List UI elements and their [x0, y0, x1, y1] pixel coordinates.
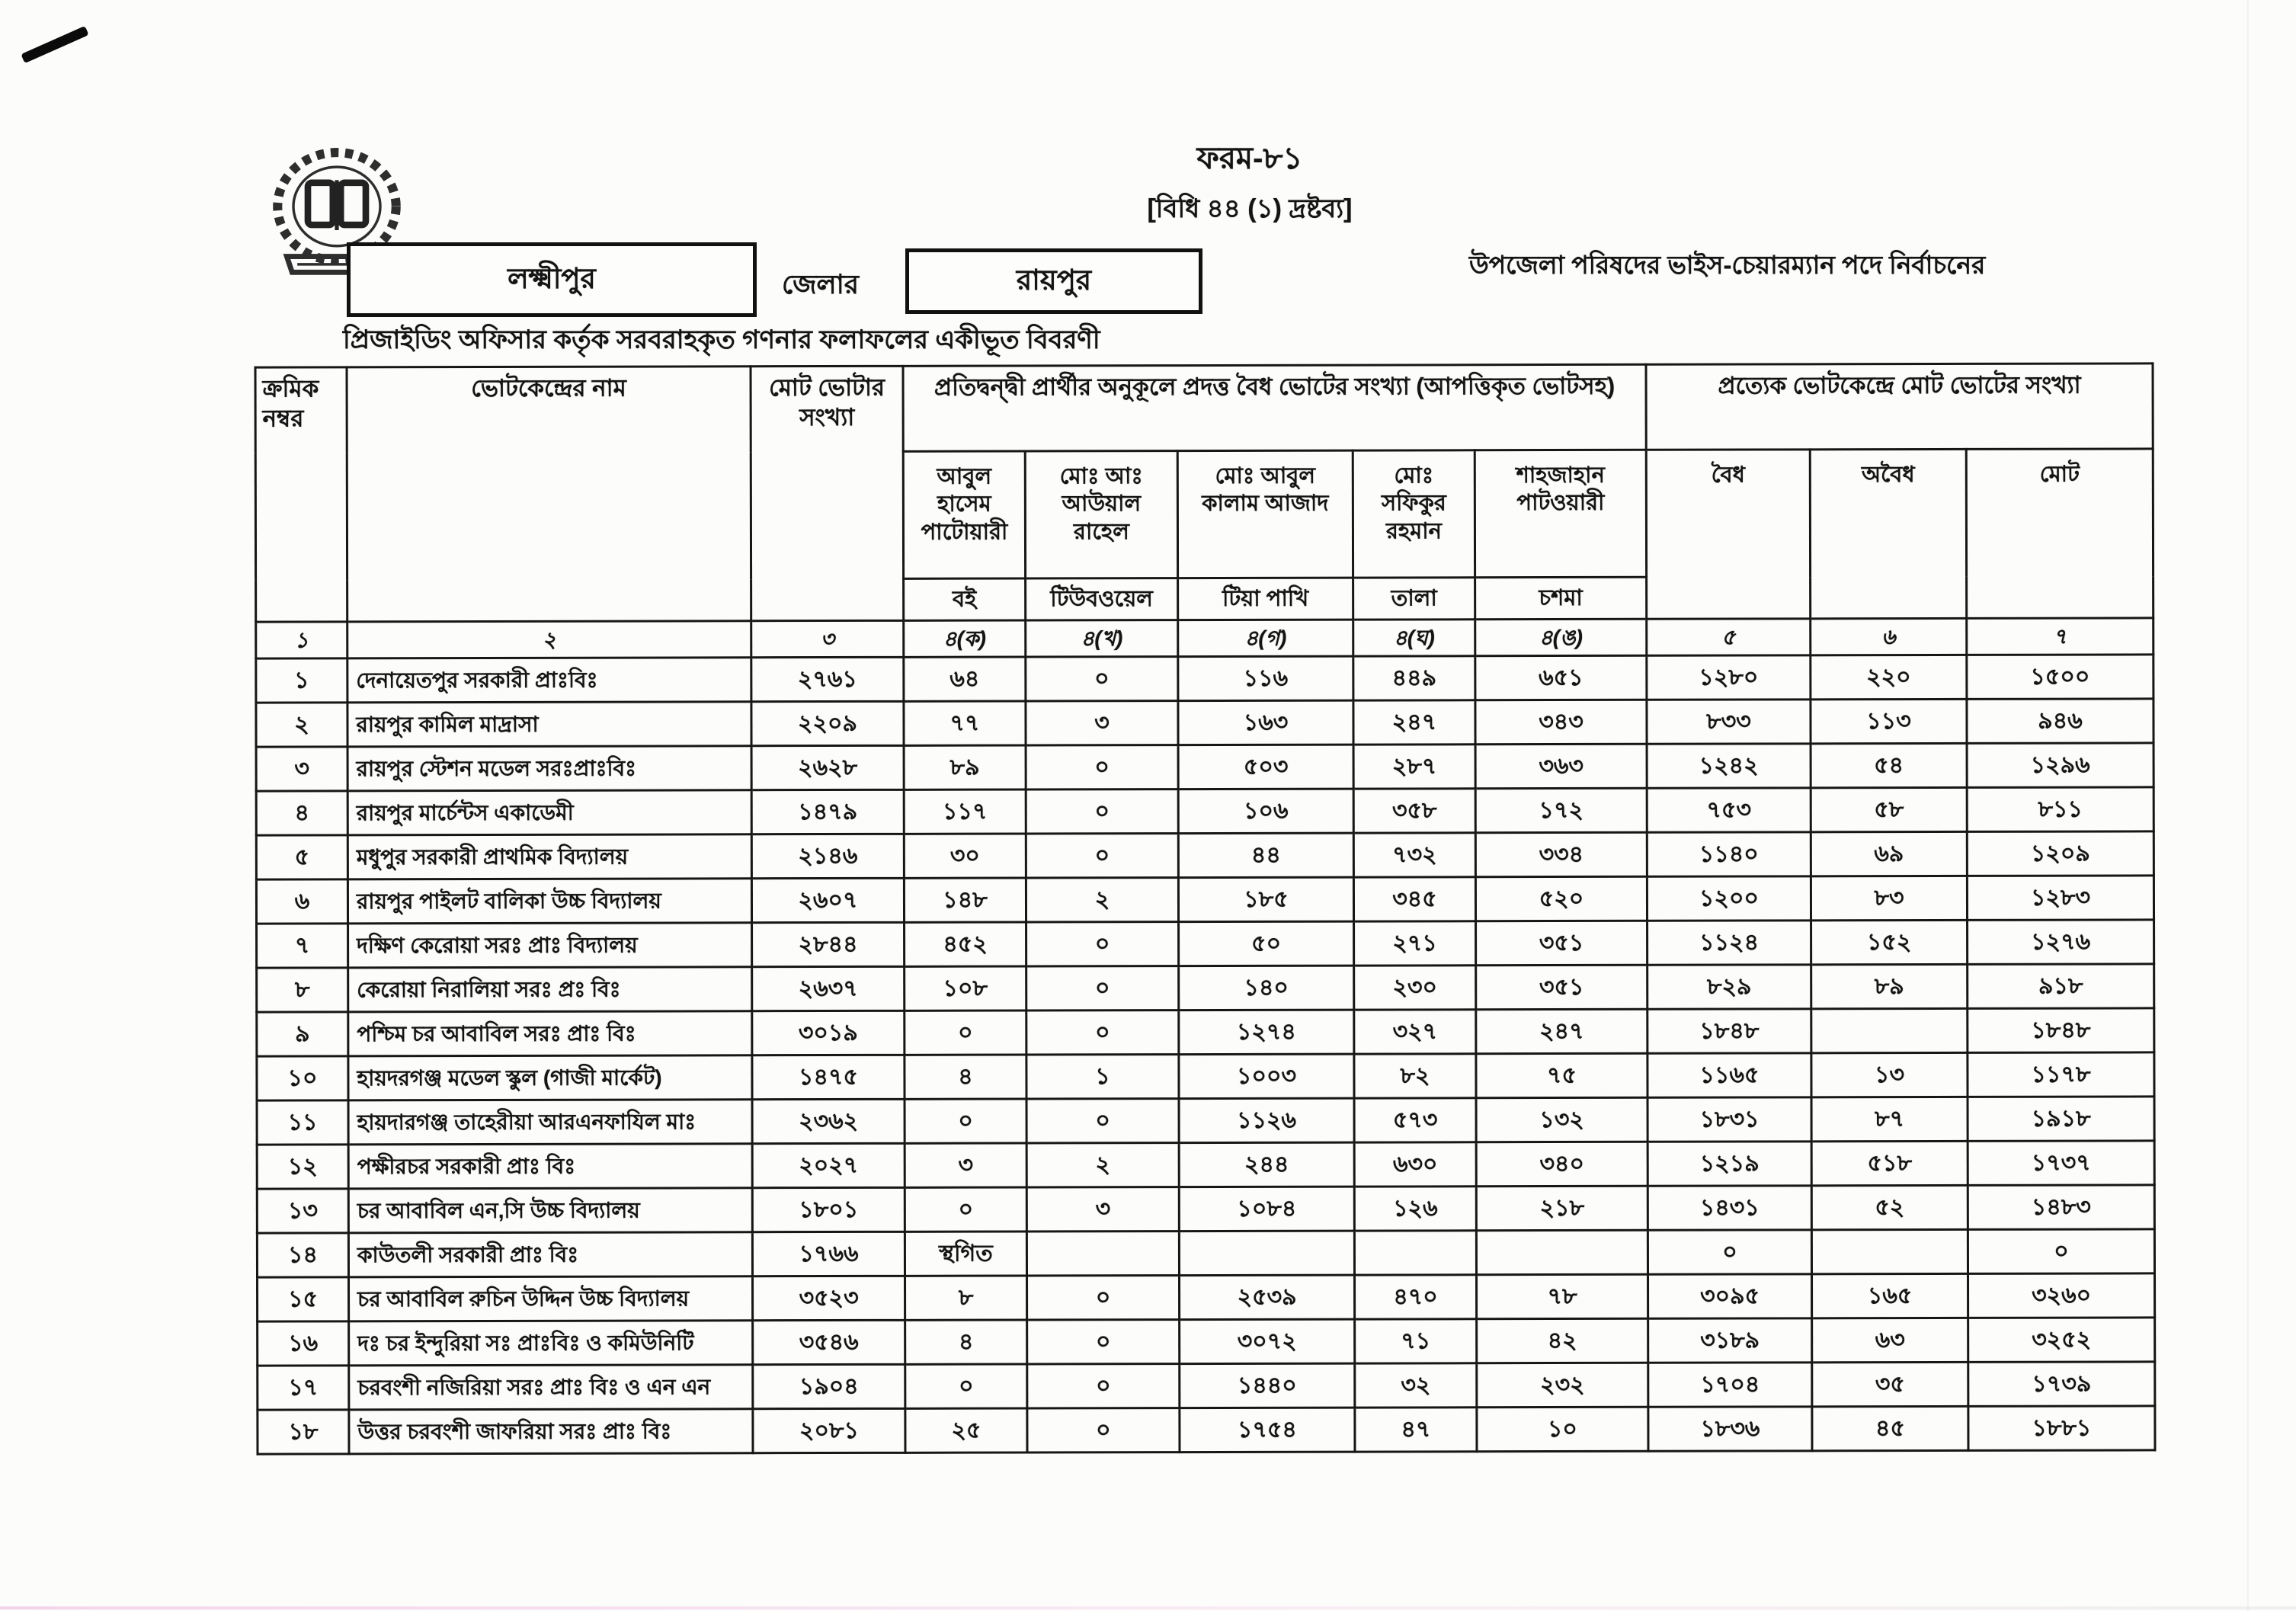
cell-votes-candidate-5: ১০ — [1477, 1407, 1648, 1451]
candidate-4-name: মোঃ সফিকুর রহমান — [1353, 450, 1475, 578]
cell-valid-votes: ৩০৯৫ — [1648, 1274, 1812, 1318]
cell-center-name: চর আবাবিল এন,সি উচ্চ বিদ্যালয় — [348, 1188, 752, 1233]
cell-votes-candidate-2: ০ — [1026, 922, 1179, 966]
form-subtitle: প্রিজাইডিং অফিসার কর্তৃক সরবরাহকৃত গণনার ফলাফলের একীভূত বিবরণী — [343, 325, 1100, 354]
cell-valid-votes: ১২০০ — [1647, 876, 1811, 921]
col-number-3: ৩ — [751, 620, 904, 657]
cell-center-name: মধুপুর সরকারী প্রাথমিক বিদ্যালয় — [347, 834, 751, 879]
cell-votes-candidate-1: ১০৮ — [905, 966, 1026, 1010]
cell-total-votes: ১১৭৮ — [1968, 1052, 2154, 1097]
cell-votes-candidate-1: ০ — [905, 1364, 1027, 1408]
cell-votes-candidate-3: ২৫৩৯ — [1180, 1275, 1355, 1319]
cell-serial: ১১ — [257, 1100, 348, 1145]
cell-valid-votes: ১২১৯ — [1648, 1142, 1811, 1186]
cell-total-votes: ১২৭৬ — [1968, 920, 2154, 965]
cell-total-votes: ১২৯৬ — [1967, 743, 2154, 788]
candidate-2-symbol: টিউবওয়েল — [1026, 578, 1178, 620]
cell-center-name: দক্ষিণ কেরোয়া সরঃ প্রাঃ বিদ্যালয় — [348, 923, 752, 968]
cell-invalid-votes: ৮৯ — [1811, 964, 1968, 1008]
cell-votes-candidate-3: ১২৭৪ — [1179, 1010, 1354, 1054]
cell-total-votes: ১৪৮৩ — [1968, 1185, 2154, 1230]
cell-total-voters: ২২০৯ — [751, 701, 904, 745]
cell-total-voters: ২৬০৭ — [751, 878, 904, 922]
cell-votes-candidate-3: ১০৬ — [1178, 789, 1353, 833]
cell-votes-candidate-3: ১০৮৪ — [1179, 1187, 1354, 1231]
col-number-1: ১ — [256, 622, 347, 658]
cell-votes-candidate-2: ০ — [1026, 966, 1179, 1010]
cell-valid-votes: ১৮৩১ — [1648, 1097, 1811, 1142]
table-row — [256, 876, 2154, 924]
cell-serial: ৩ — [256, 747, 347, 791]
cell-votes-candidate-2: ২ — [1026, 1143, 1179, 1187]
cell-valid-votes: ৭৫৩ — [1647, 788, 1811, 832]
cell-votes-candidate-2 — [1026, 1231, 1179, 1276]
cell-total-voters: ২৩৬২ — [752, 1099, 905, 1143]
cell-center-name: কেরোয়া নিরালিয়া সরঃ প্রঃ বিঃ — [348, 967, 752, 1012]
cell-votes-candidate-4: ২৭১ — [1354, 921, 1476, 966]
table-row — [258, 1406, 2155, 1454]
cell-total-votes: ৩২৬০ — [1968, 1273, 2155, 1318]
cell-invalid-votes: ৬৯ — [1811, 831, 1967, 876]
table-row — [258, 1318, 2155, 1366]
candidate-5-symbol: চশমা — [1475, 577, 1647, 619]
cell-votes-candidate-1: ০ — [905, 1099, 1026, 1143]
cell-center-name: রায়পুর পাইলট বালিকা উচ্চ বিদ্যালয় — [347, 879, 751, 924]
cell-votes-candidate-2: ০ — [1026, 789, 1178, 834]
candidate-1-symbol: বই — [904, 578, 1026, 620]
cell-votes-candidate-1: ২৫ — [905, 1408, 1027, 1452]
cell-votes-candidate-5 — [1476, 1230, 1648, 1274]
cell-votes-candidate-5: ২৪৭ — [1476, 1009, 1648, 1053]
cell-serial: ৪ — [256, 791, 347, 835]
header-total: মোট — [1966, 449, 2153, 619]
candidate-5-name: শাহজাহান পাটওয়ারী — [1475, 450, 1646, 577]
table-row — [256, 831, 2154, 879]
cell-invalid-votes: ৫৮ — [1811, 787, 1967, 831]
table-row — [258, 1273, 2155, 1321]
cell-valid-votes: ১৮৪৮ — [1648, 1009, 1811, 1053]
cell-serial: ২ — [256, 703, 347, 747]
cell-invalid-votes: ৪৫ — [1812, 1406, 1968, 1450]
cell-invalid-votes: ৩৫ — [1812, 1362, 1968, 1406]
cell-total-voters: ১৭৬৬ — [752, 1231, 905, 1276]
cell-votes-candidate-3: ৪৪ — [1178, 833, 1353, 877]
table-row — [256, 743, 2154, 791]
cell-valid-votes: ৮৩৩ — [1647, 700, 1811, 744]
cell-votes-candidate-1: স্থগিত — [905, 1231, 1026, 1276]
cell-votes-candidate-2: ৩ — [1026, 701, 1178, 745]
cell-votes-candidate-4 — [1354, 1231, 1476, 1275]
cell-votes-candidate-5: ৩৫১ — [1476, 965, 1648, 1009]
cell-total-votes: ১৭৩৭ — [1968, 1141, 2154, 1186]
header-valid: বৈধ — [1646, 450, 1810, 619]
cell-votes-candidate-3: ৫০ — [1179, 921, 1354, 966]
cell-total-voters: ২১৪৬ — [751, 834, 904, 878]
cell-serial: ১৬ — [258, 1321, 349, 1366]
cell-center-name: হায়দরগঞ্জ মডেল স্কুল (গাজী মার্কেট) — [348, 1055, 752, 1100]
cell-total-votes: ১৮৮১ — [1968, 1406, 2155, 1451]
cell-total-voters: ২০৮১ — [753, 1408, 905, 1452]
cell-center-name: উত্তর চরবংশী জাফরিয়া সরঃ প্রাঃ বিঃ — [349, 1409, 753, 1454]
cell-total-votes: ১২০৯ — [1967, 831, 2154, 876]
cell-center-name: চরবংশী নজিরিয়া সরঃ প্রাঃ বিঃ ও এন এন — [349, 1365, 753, 1410]
cell-serial: ১ — [256, 658, 347, 703]
cell-serial: ১৩ — [257, 1189, 348, 1233]
cell-votes-candidate-5: ৩৩৪ — [1475, 832, 1647, 876]
cell-center-name: পশ্চিম চর আবাবিল সরঃ প্রাঃ বিঃ — [348, 1011, 752, 1056]
table-row — [256, 655, 2154, 703]
cell-invalid-votes: ১৩ — [1811, 1052, 1968, 1097]
cell-center-name: দেনায়েতপুর সরকারী প্রাঃবিঃ — [347, 658, 751, 703]
table-row — [257, 1052, 2154, 1100]
cell-invalid-votes: ৫৪ — [1811, 743, 1967, 787]
cell-valid-votes: ১৪৩১ — [1648, 1186, 1811, 1230]
cell-center-name: কাউতলী সরকারী প্রাঃ বিঃ — [348, 1232, 752, 1277]
district-label: জেলার — [782, 270, 859, 299]
cell-invalid-votes — [1811, 1229, 1968, 1273]
cell-invalid-votes: ২২০ — [1811, 655, 1967, 699]
cell-votes-candidate-2: ০ — [1026, 834, 1178, 878]
cell-votes-candidate-1: ৭৭ — [904, 701, 1026, 745]
cell-votes-candidate-5: ২১৮ — [1476, 1186, 1648, 1230]
cell-votes-candidate-5: ৩৪০ — [1476, 1142, 1648, 1186]
upazila-name-box: রায়পুর — [905, 248, 1202, 314]
cell-votes-candidate-2: ০ — [1027, 1320, 1180, 1364]
cell-votes-candidate-5: ৭৮ — [1477, 1274, 1648, 1318]
cell-total-votes: ৯৪৬ — [1967, 699, 2154, 744]
cell-valid-votes: ৮২৯ — [1648, 965, 1811, 1009]
cell-votes-candidate-2: ০ — [1027, 1276, 1180, 1320]
col-number-4e: ৪(ঙ) — [1475, 619, 1647, 655]
cell-serial: ৮ — [257, 968, 348, 1012]
cell-votes-candidate-4: ৪৭০ — [1355, 1275, 1477, 1319]
table-row — [257, 1097, 2154, 1145]
cell-total-votes: ৮১১ — [1967, 787, 2154, 832]
cell-votes-candidate-3: ১১২৬ — [1179, 1098, 1354, 1142]
cell-valid-votes: ৩১৮৯ — [1648, 1318, 1812, 1363]
cell-votes-candidate-2: ০ — [1027, 1364, 1180, 1408]
cell-serial: ৭ — [257, 924, 348, 968]
cell-center-name: দঃ চর ইন্দুরিয়া সঃ প্রাঃবিঃ ও কমিউনিটি — [349, 1321, 753, 1366]
cell-votes-candidate-5: ৩৪৩ — [1475, 700, 1647, 744]
cell-invalid-votes: ৫২ — [1811, 1185, 1968, 1229]
table-body — [256, 655, 2155, 1454]
table-row — [257, 1229, 2154, 1277]
cell-votes-candidate-2: ১ — [1026, 1055, 1179, 1099]
header-invalid: অবৈধ — [1810, 449, 1966, 618]
results-table — [255, 362, 2157, 1455]
candidate-3-symbol: টিয়া পাখি — [1178, 578, 1353, 620]
district-name-box: লক্ষ্মীপুর — [347, 242, 757, 317]
cell-votes-candidate-5: ২৩২ — [1477, 1363, 1648, 1407]
cell-votes-candidate-4: ১২৬ — [1354, 1187, 1476, 1231]
header-total-voters: মোট ভোটার সংখ্যা — [751, 366, 904, 620]
cell-votes-candidate-4: ২৮৭ — [1353, 745, 1475, 789]
header-totals-group: প্রত্যেক ভোটকেন্দ্রে মোট ভোটের সংখ্যা — [1646, 364, 2153, 450]
cell-votes-candidate-2: ০ — [1026, 745, 1178, 789]
cell-votes-candidate-5: ৩৬৩ — [1475, 744, 1647, 788]
pen-stroke-mark — [21, 26, 88, 63]
cell-votes-candidate-5: ৭৫ — [1476, 1053, 1648, 1097]
cell-valid-votes: ১১৬৫ — [1648, 1053, 1811, 1097]
cell-votes-candidate-5: ১৭২ — [1475, 788, 1647, 832]
cell-votes-candidate-3: ১৭৫৪ — [1180, 1408, 1355, 1452]
cell-serial: ৯ — [257, 1012, 348, 1056]
scanner-artifact-line — [0, 1606, 2296, 1609]
form-number: ফরম-৮১ — [1196, 142, 1303, 175]
candidate-1-name: আবুল হাসেম পাটোয়ারী — [903, 451, 1025, 578]
cell-total-voters: ৩৫২৩ — [753, 1276, 905, 1320]
cell-invalid-votes: ১১৩ — [1811, 699, 1967, 743]
cell-votes-candidate-4: ৮২ — [1354, 1054, 1476, 1098]
cell-votes-candidate-1: ৪ — [905, 1055, 1026, 1099]
cell-votes-candidate-2: ০ — [1027, 1408, 1180, 1452]
cell-votes-candidate-3: ১৮৫ — [1178, 877, 1353, 921]
cell-total-votes: ১২৮৩ — [1967, 876, 2154, 921]
cell-invalid-votes: ৮৩ — [1811, 876, 1967, 920]
cell-center-name: রায়পুর মার্চেন্টস একাডেমী — [347, 790, 751, 835]
cell-votes-candidate-1: ৪৫২ — [905, 922, 1026, 966]
cell-total-voters: ২৮৪৪ — [752, 922, 905, 966]
cell-total-voters: ১৮০১ — [752, 1187, 905, 1231]
cell-serial: ১৮ — [258, 1410, 349, 1454]
cell-votes-candidate-3: ১৪০ — [1179, 966, 1354, 1010]
cell-valid-votes: ১৭০৪ — [1648, 1363, 1812, 1407]
cell-invalid-votes: ৮৭ — [1811, 1097, 1968, 1141]
cell-votes-candidate-3: ২৪৪ — [1179, 1142, 1354, 1187]
col-number-6: ৬ — [1811, 618, 1967, 655]
cell-votes-candidate-4: ৬৩০ — [1354, 1142, 1476, 1187]
header-center-name: ভোটকেন্দ্রের নাম — [347, 367, 751, 622]
table-row — [257, 964, 2154, 1012]
cell-total-votes: ৩২৫২ — [1968, 1318, 2155, 1363]
cell-total-votes: ০ — [1968, 1229, 2154, 1274]
cell-invalid-votes — [1811, 1008, 1968, 1052]
header-serial: ক্রমিক নম্বর — [255, 367, 347, 622]
cell-serial: ১২ — [257, 1145, 348, 1189]
cell-total-votes: ৯১৮ — [1968, 964, 2154, 1009]
table-row — [257, 1141, 2154, 1189]
cell-total-voters: ১৪৭৯ — [751, 789, 904, 834]
cell-serial: ১০ — [257, 1056, 348, 1100]
header-row-numbering — [256, 618, 2154, 658]
cell-center-name: রায়পুর কামিল মাদ্রাসা — [347, 702, 751, 747]
rule-note: [বিধি ৪৪ (১) দ্রষ্টব্য] — [1147, 194, 1353, 223]
table-row — [258, 1362, 2155, 1410]
cell-votes-candidate-3: ১৪৪০ — [1180, 1363, 1355, 1408]
cell-votes-candidate-4: ৭৩২ — [1353, 833, 1475, 877]
cell-total-voters: ২৭৬১ — [751, 657, 904, 701]
cell-votes-candidate-1: ৬৪ — [904, 657, 1026, 701]
cell-total-voters: ৩০১৯ — [752, 1010, 905, 1055]
header-candidates-group: প্রতিদ্বন্দ্বী প্রার্থীর অনুকূলে প্রদত্ত বৈধ ভোটের সংখ্যা (আপত্তিকৃত ভোটসহ) — [903, 364, 1646, 451]
cell-votes-candidate-1: ৮ — [905, 1276, 1027, 1320]
cell-votes-candidate-2: ০ — [1026, 657, 1178, 701]
cell-votes-candidate-1: ১৪৮ — [904, 878, 1026, 922]
cell-votes-candidate-4: ৪৭ — [1355, 1408, 1477, 1452]
cell-total-voters: ১৯০৪ — [753, 1364, 905, 1408]
table-row — [257, 920, 2154, 968]
cell-votes-candidate-1: ০ — [905, 1010, 1026, 1055]
candidate-4-symbol: তালা — [1353, 578, 1475, 620]
cell-serial: ১৪ — [257, 1233, 348, 1277]
cell-center-name: রায়পুর স্টেশন মডেল সরঃপ্রাঃবিঃ — [347, 746, 751, 791]
cell-valid-votes: ১৮৩৬ — [1648, 1407, 1812, 1451]
cell-votes-candidate-1: ৮৯ — [904, 745, 1026, 789]
cell-votes-candidate-1: ৩ — [905, 1143, 1026, 1187]
candidate-2-name: মোঃ আঃ আউয়াল রাহেল — [1025, 451, 1177, 578]
cell-invalid-votes: ৫১৮ — [1811, 1141, 1968, 1185]
cell-votes-candidate-5: ৩৫১ — [1476, 921, 1648, 965]
cell-center-name: চর আবাবিল রুচিন উদ্দিন উচ্চ বিদ্যালয় — [349, 1276, 753, 1321]
cell-votes-candidate-3 — [1179, 1231, 1354, 1275]
cell-votes-candidate-2: ৩ — [1026, 1187, 1179, 1231]
col-number-4d: ৪(ঘ) — [1353, 620, 1475, 656]
col-number-5: ৫ — [1647, 619, 1811, 655]
cell-total-voters: ১৪৭৫ — [752, 1055, 905, 1099]
table-row — [257, 1008, 2154, 1056]
cell-valid-votes: ০ — [1648, 1230, 1811, 1274]
cell-votes-candidate-1: ১১৭ — [904, 789, 1026, 834]
table-row — [256, 699, 2154, 747]
cell-serial: ১৭ — [258, 1366, 349, 1410]
cell-total-voters: ২৬২৮ — [751, 745, 904, 789]
cell-votes-candidate-4: ৩৪৫ — [1353, 877, 1475, 921]
header-row-groups — [255, 364, 2153, 453]
col-number-7: ৭ — [1967, 618, 2154, 655]
cell-votes-candidate-4: ৭১ — [1355, 1319, 1477, 1363]
cell-total-voters: ২০২৭ — [752, 1143, 905, 1187]
cell-votes-candidate-3: ৩০৭২ — [1180, 1319, 1355, 1363]
cell-votes-candidate-4: ৩৫৮ — [1353, 789, 1475, 833]
cell-center-name: হায়দারগঞ্জ তাহেরীয়া আরএনফাযিল মাঃ — [348, 1100, 752, 1145]
cell-votes-candidate-3: ১১৬ — [1178, 656, 1353, 700]
cell-votes-candidate-5: ১৩২ — [1476, 1097, 1648, 1142]
cell-votes-candidate-4: ৫৭৩ — [1354, 1098, 1476, 1142]
cell-total-votes: ১৮৪৮ — [1968, 1008, 2154, 1053]
cell-votes-candidate-1: ০ — [905, 1187, 1026, 1231]
cell-votes-candidate-1: ৪ — [905, 1320, 1027, 1364]
col-number-4a: ৪(ক) — [904, 620, 1026, 657]
cell-valid-votes: ১২৪২ — [1647, 744, 1811, 788]
cell-center-name: পক্ষীরচর সরকারী প্রাঃ বিঃ — [348, 1144, 752, 1189]
cell-total-voters: ৩৫৪৬ — [753, 1320, 905, 1364]
cell-valid-votes: ১১২৪ — [1648, 921, 1811, 965]
cell-votes-candidate-3: ১০০৩ — [1179, 1054, 1354, 1098]
cell-total-votes: ১৫০০ — [1967, 655, 2154, 700]
cell-serial: ৬ — [256, 879, 347, 924]
cell-votes-candidate-5: ৫২০ — [1475, 876, 1647, 921]
cell-serial: ১৫ — [258, 1277, 349, 1321]
cell-votes-candidate-4: ৪৪৯ — [1353, 656, 1475, 700]
cell-invalid-votes: ১৬৫ — [1812, 1273, 1968, 1318]
col-number-4b: ৪(খ) — [1026, 620, 1178, 657]
cell-votes-candidate-4: ২৩০ — [1354, 966, 1476, 1010]
cell-votes-candidate-3: ৫০৩ — [1178, 745, 1353, 789]
cell-total-votes: ১৭৩৯ — [1968, 1362, 2155, 1407]
cell-votes-candidate-2: ২ — [1026, 878, 1178, 922]
cell-serial: ৫ — [256, 835, 347, 879]
cell-total-votes: ১৯১৮ — [1968, 1097, 2154, 1142]
cell-votes-candidate-4: ২৪৭ — [1353, 700, 1475, 745]
cell-votes-candidate-4: ৩২৭ — [1354, 1010, 1476, 1054]
cell-votes-candidate-5: ৪২ — [1477, 1318, 1648, 1363]
candidate-3-name: মোঃ আবুল কালাম আজাদ — [1177, 450, 1353, 578]
cell-votes-candidate-3: ১৬৩ — [1178, 700, 1353, 745]
cell-invalid-votes: ১৫২ — [1811, 920, 1968, 964]
cell-votes-candidate-2: ০ — [1026, 1010, 1179, 1055]
cell-votes-candidate-4: ৩২ — [1355, 1363, 1477, 1408]
cell-valid-votes: ১২৮০ — [1647, 655, 1811, 700]
cell-invalid-votes: ৬৩ — [1812, 1318, 1968, 1362]
cell-total-voters: ২৬৩৭ — [752, 966, 905, 1010]
cell-votes-candidate-1: ৩০ — [904, 834, 1026, 878]
cell-votes-candidate-5: ৬৫১ — [1475, 655, 1647, 700]
cell-valid-votes: ১১৪০ — [1647, 832, 1811, 876]
cell-votes-candidate-2: ০ — [1026, 1099, 1179, 1143]
table-row — [257, 1185, 2154, 1233]
scan-crease — [2247, 0, 2249, 1611]
table-row — [256, 787, 2154, 835]
col-number-4c: ৪(গ) — [1178, 620, 1353, 656]
col-number-2: ২ — [347, 621, 751, 658]
election-title: উপজেলা পরিষদের ভাইস-চেয়ারম্যান পদে নির্বাচনের — [1469, 251, 1986, 279]
